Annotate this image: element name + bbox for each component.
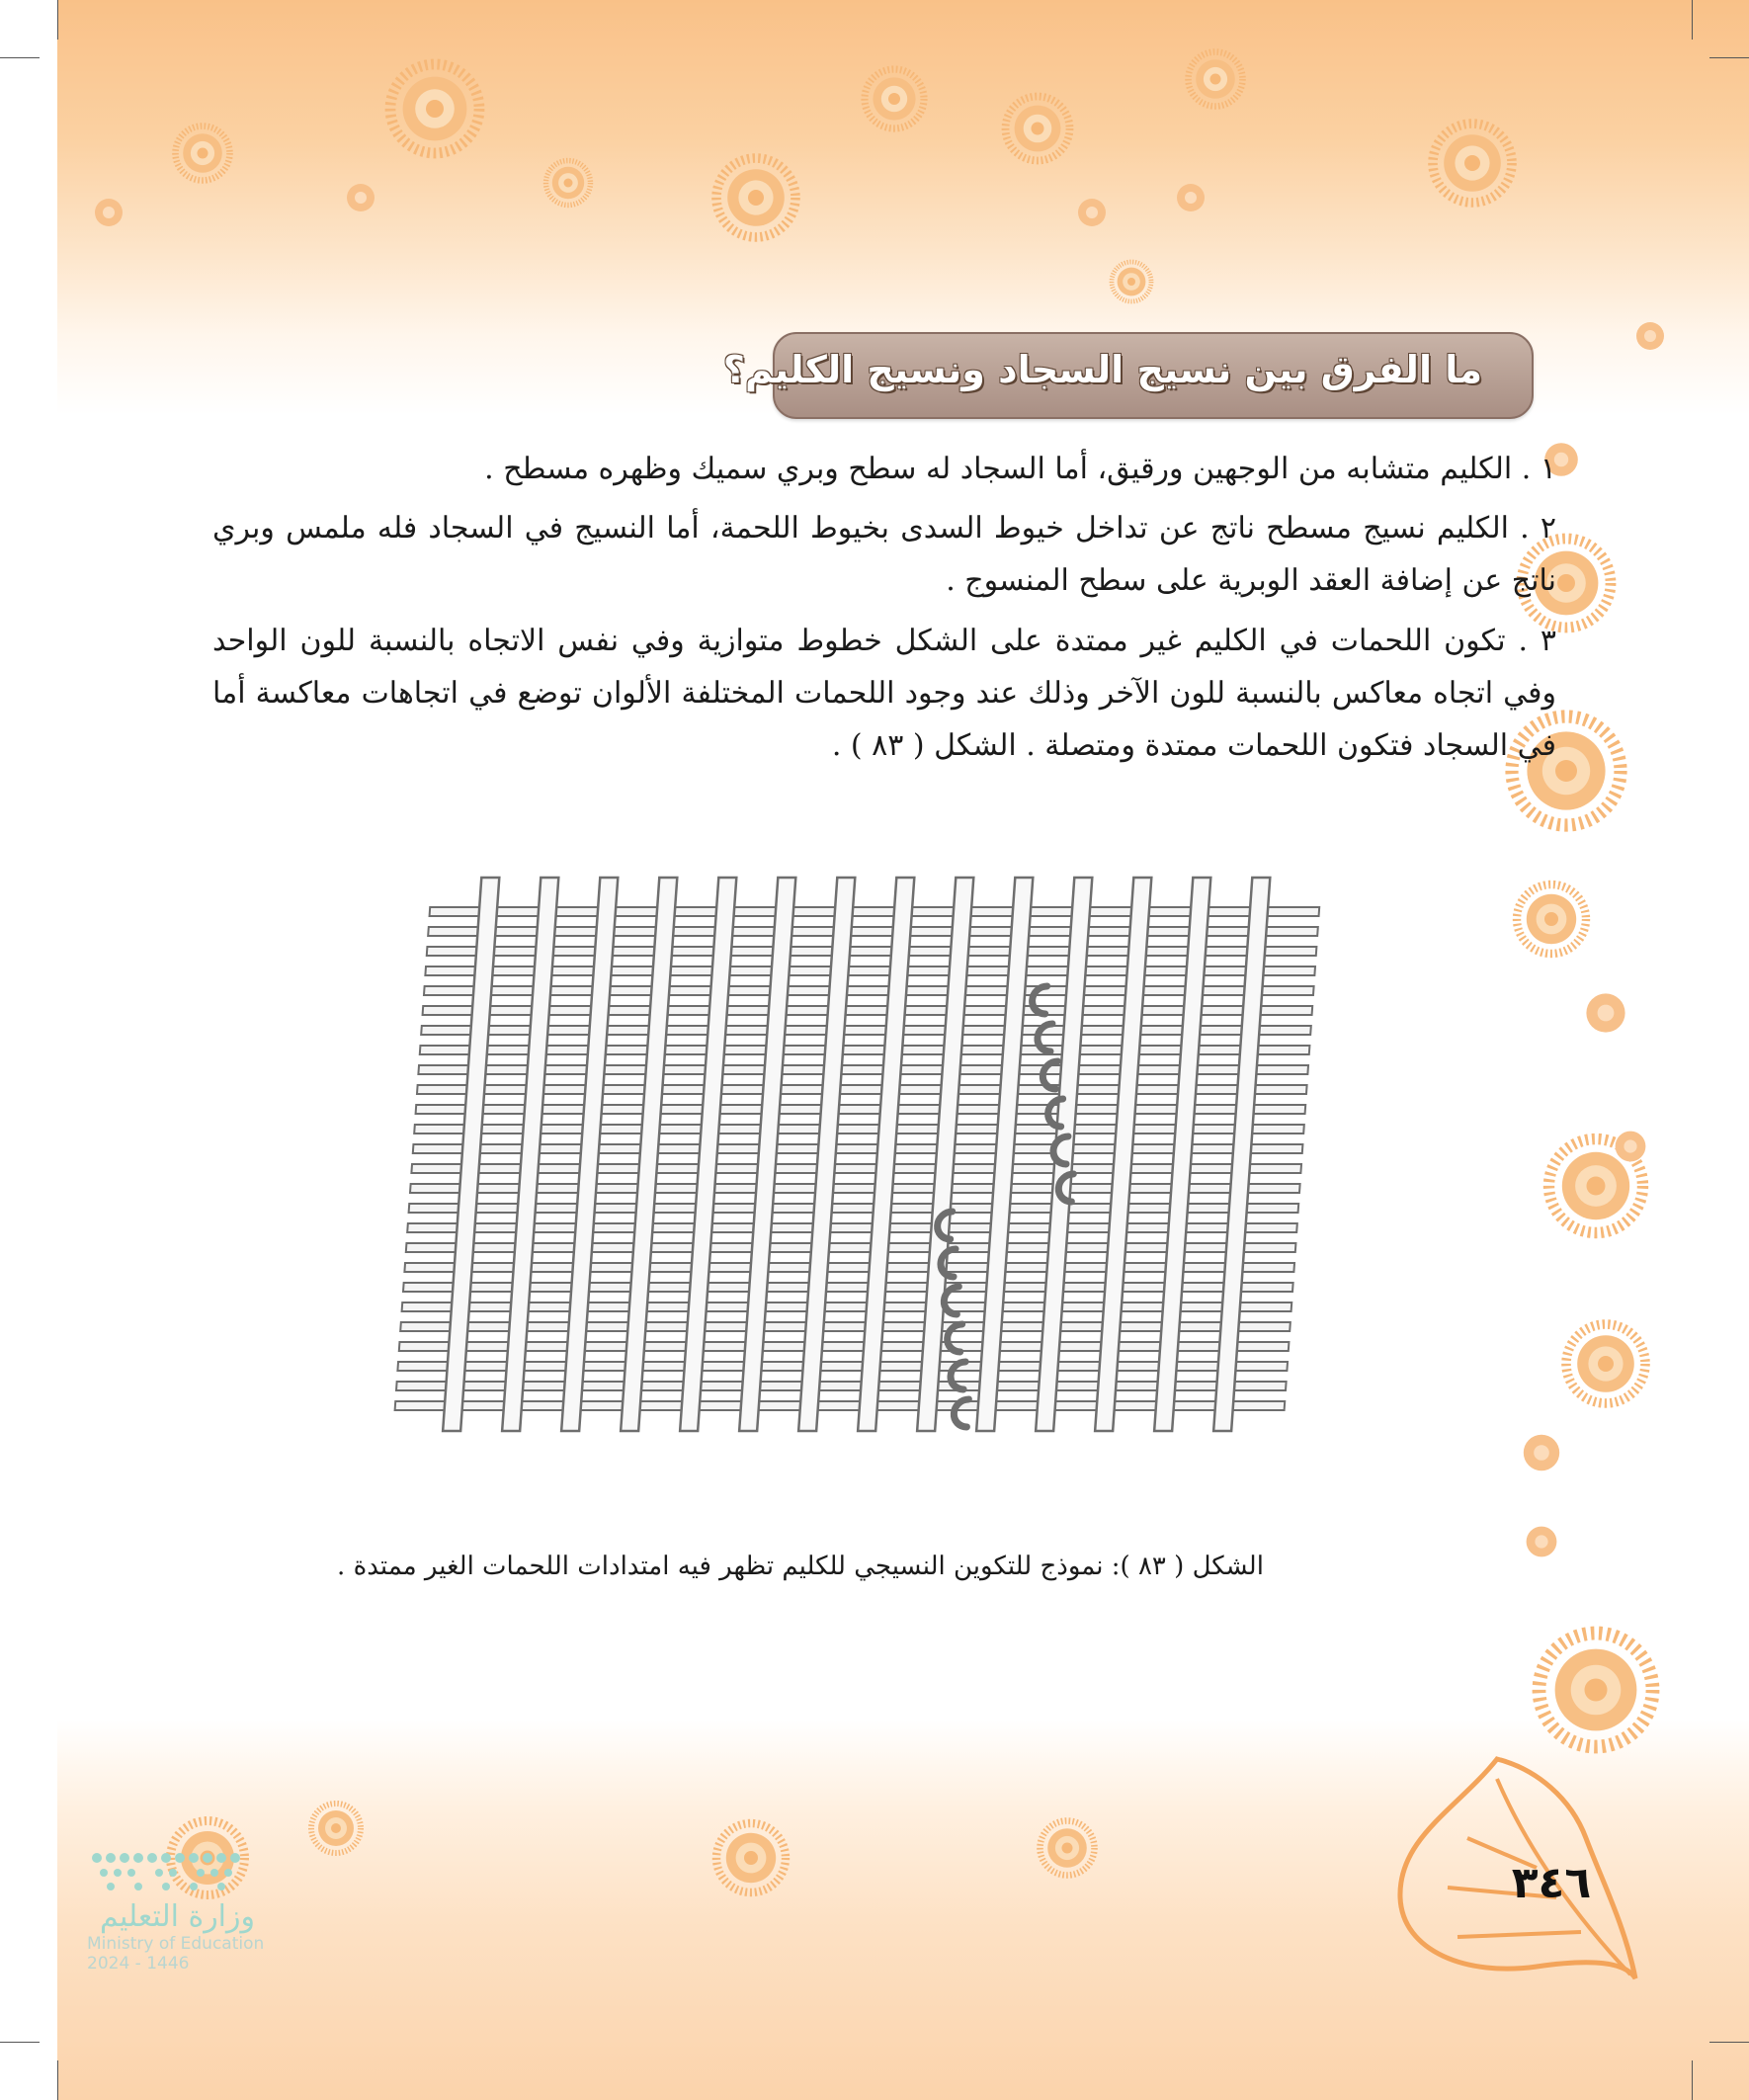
figure-caption: الشكل ( ٨٣ ): نموذج للتكوين النسيجي للكليم تظهر فيه امتدادات اللحمات الغير ممتدة . (337, 1552, 1264, 1581)
weave-lattice (393, 878, 1321, 1431)
page-number: ٣٤٦ (1511, 1858, 1592, 1908)
weft-thread (417, 1085, 1307, 1094)
weft-thread (396, 1382, 1287, 1390)
weft-thread (395, 1401, 1286, 1410)
weft-thread (420, 1046, 1310, 1054)
weft-thread (430, 907, 1320, 916)
weft-thread (404, 1263, 1294, 1272)
weft-thread (410, 1184, 1300, 1193)
weft-thread (418, 1065, 1308, 1074)
weft-thread (425, 966, 1315, 975)
kilim-weave-figure (393, 868, 1372, 1457)
weft-thread (416, 1105, 1306, 1114)
weft-thread (428, 927, 1318, 936)
ministry-logo (87, 1846, 304, 1974)
weft-thread (423, 1006, 1313, 1015)
weave-diagram (393, 868, 1372, 1457)
ministry-year: 2024 - 1446 (87, 1954, 190, 1974)
weft-thread (402, 1302, 1292, 1311)
weft-thread (424, 986, 1314, 995)
weft-thread (409, 1204, 1299, 1213)
point-2: ٢ . الكليم نسيج مسطح ناتج عن تداخل خيوط السدى بخيوط اللحمة، أما النسيج في السجاد فله ملمس وبري ناتج عن إضافة العقد الوبرية على سطح المنسوج . (212, 511, 1556, 598)
weft-thread (421, 1026, 1311, 1035)
ministry-name-english: Ministry of Education (87, 1934, 265, 1954)
weft-thread (427, 947, 1317, 956)
weft-thread (406, 1243, 1296, 1252)
weft-thread (403, 1283, 1293, 1292)
weft-thread (397, 1362, 1288, 1371)
weft-thread (414, 1125, 1304, 1134)
weft-thread (407, 1223, 1297, 1232)
ministry-logo-dots-icon (87, 1846, 255, 1895)
question-heading: ما الفرق بين نسيج السجاد ونسيج الكليم؟ (722, 348, 1482, 391)
weft-thread (399, 1342, 1290, 1351)
ministry-name-arabic: وزارة التعليم (99, 1899, 255, 1934)
point-1: ١ . الكليم متشابه من الوجهين ورقيق، أما السجاد له سطح وبري سميك وظهره مسطح . (484, 452, 1556, 486)
point-3: ٣ . تكون اللحمات في الكليم غير ممتدة على الشكل خطوط متوازية وفي نفس الاتجاه بالنسبة للون الواحد وفي اتجاه معاكس بالنسبة للون الآخر وذلك عند وجود اللحمات المختلفة الألوان توضع في اتجاهات معاكسة أما في السجاد فتكون اللحمات ممتدة ومتصلة . الشكل ( ٨٣ ) . (212, 624, 1556, 763)
weft-thread (411, 1164, 1301, 1173)
weft-thread (413, 1144, 1303, 1153)
weft-thread (400, 1322, 1291, 1331)
question-heading-box (722, 332, 1534, 419)
